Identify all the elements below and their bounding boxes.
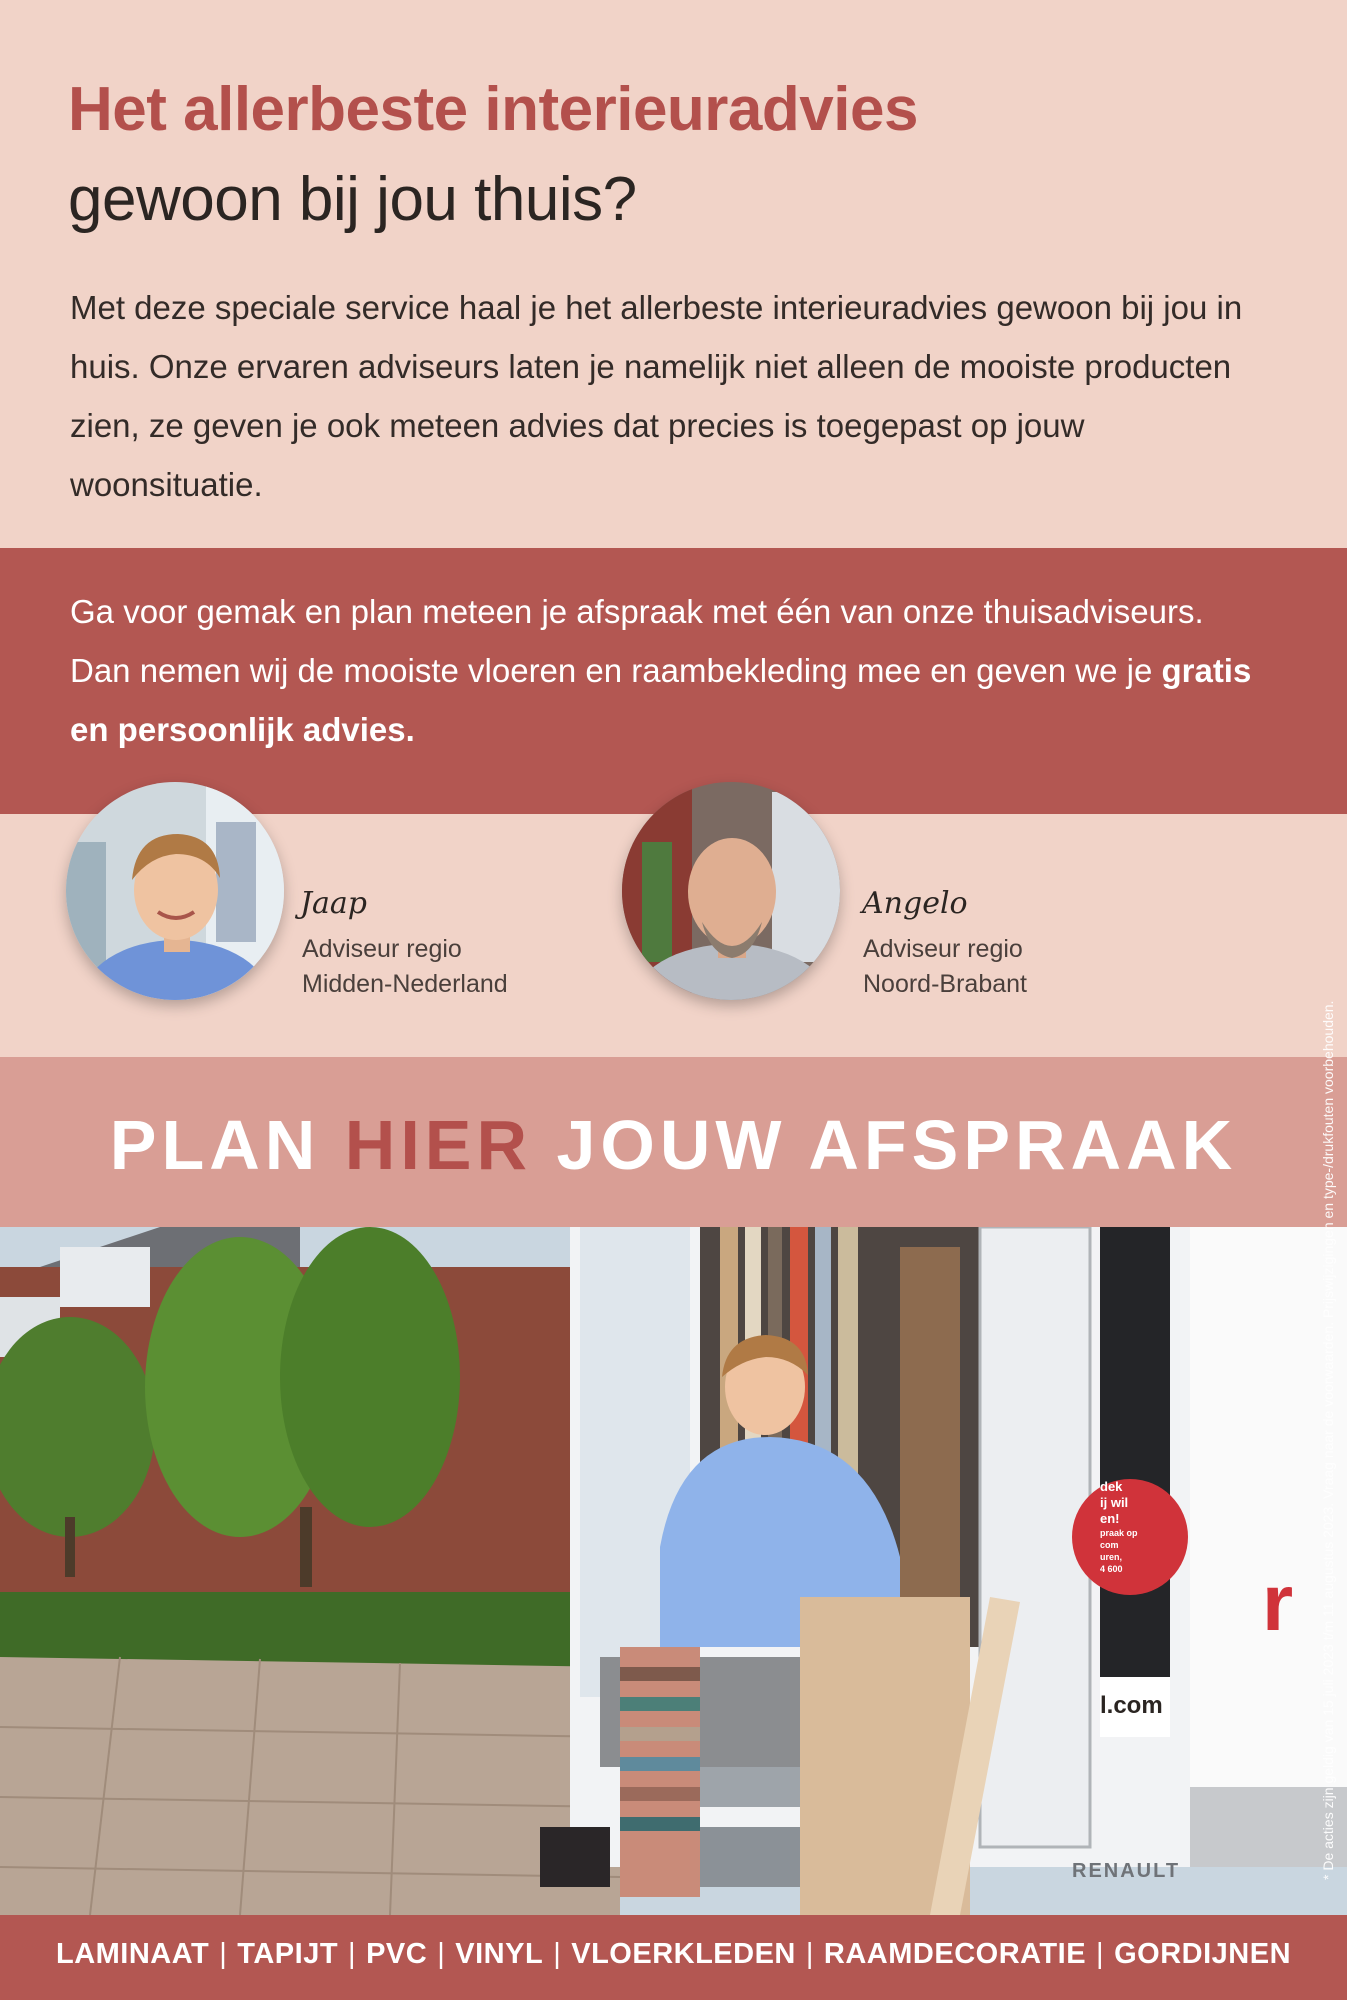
category-tapijt[interactable]: TAPIJT xyxy=(237,1938,339,1970)
separator: | xyxy=(219,1938,228,1970)
headline-highlight: Het allerbeste interieuradvies xyxy=(68,75,918,144)
separator: | xyxy=(1096,1938,1105,1970)
separator: | xyxy=(553,1938,562,1970)
advisor-photo-angelo xyxy=(622,782,840,1000)
intro-paragraph: Met deze speciale service haal je het allerbeste interieuradvies gewoon bij jou in huis. Onze ervaren adviseurs laten je namelijk niet alleen de mooiste producten zien, ze geven je ook meteen advies dat precies is toegepast op jouw woonsituatie. xyxy=(70,289,1243,503)
legal-disclaimer: * De acties zijn geldig van 15 juli 2023 t/m 11 augustus 2023. Vraag naar de voorwaarden. Prijswijzigingen en type-/drukfouten voorbehouden. xyxy=(1320,1000,1336,1880)
advisor-photo-jaap xyxy=(66,782,284,1000)
advisor-role-jaap xyxy=(302,932,508,1002)
advisor-signature-angelo: Angelo xyxy=(862,886,968,921)
category-gordijnen[interactable]: GORDIJNEN xyxy=(1114,1938,1292,1970)
advisor-portrait-angelo xyxy=(622,782,840,1000)
separator: | xyxy=(805,1938,814,1970)
van-brand-logo: r xyxy=(1262,1558,1294,1647)
category-raamdecoratie[interactable]: RAAMDECORATIE xyxy=(823,1938,1087,1970)
van-sign-line: com xyxy=(1100,1540,1119,1550)
van-sign-line: praak op xyxy=(1100,1528,1138,1538)
advisor-portrait-jaap xyxy=(66,782,284,1000)
cta-headline[interactable] xyxy=(0,1105,1347,1185)
category-list xyxy=(0,1938,1347,1971)
van-make-badge: RENAULT xyxy=(1072,1860,1181,1882)
van-sign-line: en! xyxy=(1100,1511,1120,1526)
separator: | xyxy=(437,1938,446,1970)
category-vinyl[interactable]: VINYL xyxy=(455,1938,544,1970)
advisor-region: Noord-Brabant xyxy=(863,970,1027,998)
advisor-van-photo xyxy=(0,1227,1347,1915)
intro-section xyxy=(0,0,1347,548)
category-pvc[interactable]: PVC xyxy=(366,1938,428,1970)
van-sign-line: 4 600 xyxy=(1100,1564,1123,1574)
advisor-role-label: Adviseur regio xyxy=(863,935,1023,963)
appointment-text-bold: gratis en persoonlijk advies. xyxy=(70,652,1252,748)
van-sign-line: ij wil xyxy=(1100,1495,1129,1510)
cta-word-plan: PLAN xyxy=(109,1106,321,1184)
cta-word-rest: JOUW AFSPRAAK xyxy=(556,1106,1238,1184)
advisor-region: Midden-Nederland xyxy=(302,970,508,998)
van-sign-line: uren, xyxy=(1100,1552,1123,1562)
advisor-role-label: Adviseur regio xyxy=(302,935,462,963)
category-laminaat[interactable]: LAMINAAT xyxy=(55,1938,210,1970)
appointment-text-regular: Ga voor gemak en plan meteen je afspraak met één van onze thuisadviseurs. Dan nemen wij de mooiste vloeren en raambekleding mee en geven we je xyxy=(70,593,1204,689)
category-vloerkleden[interactable]: VLOERKLEDEN xyxy=(571,1938,796,1970)
separator: | xyxy=(348,1938,357,1970)
advisor-signature-jaap: Jaap xyxy=(300,886,368,921)
van-sign-line: dek xyxy=(1100,1479,1123,1494)
van-url: l.com xyxy=(1100,1692,1163,1719)
advisor-role-angelo xyxy=(863,932,1027,1002)
appointment-text xyxy=(70,582,1270,759)
cta-word-hier: HIER xyxy=(344,1106,533,1184)
headline-rest: gewoon bij jou thuis? xyxy=(68,165,637,234)
van-sign xyxy=(1100,1479,1162,1575)
